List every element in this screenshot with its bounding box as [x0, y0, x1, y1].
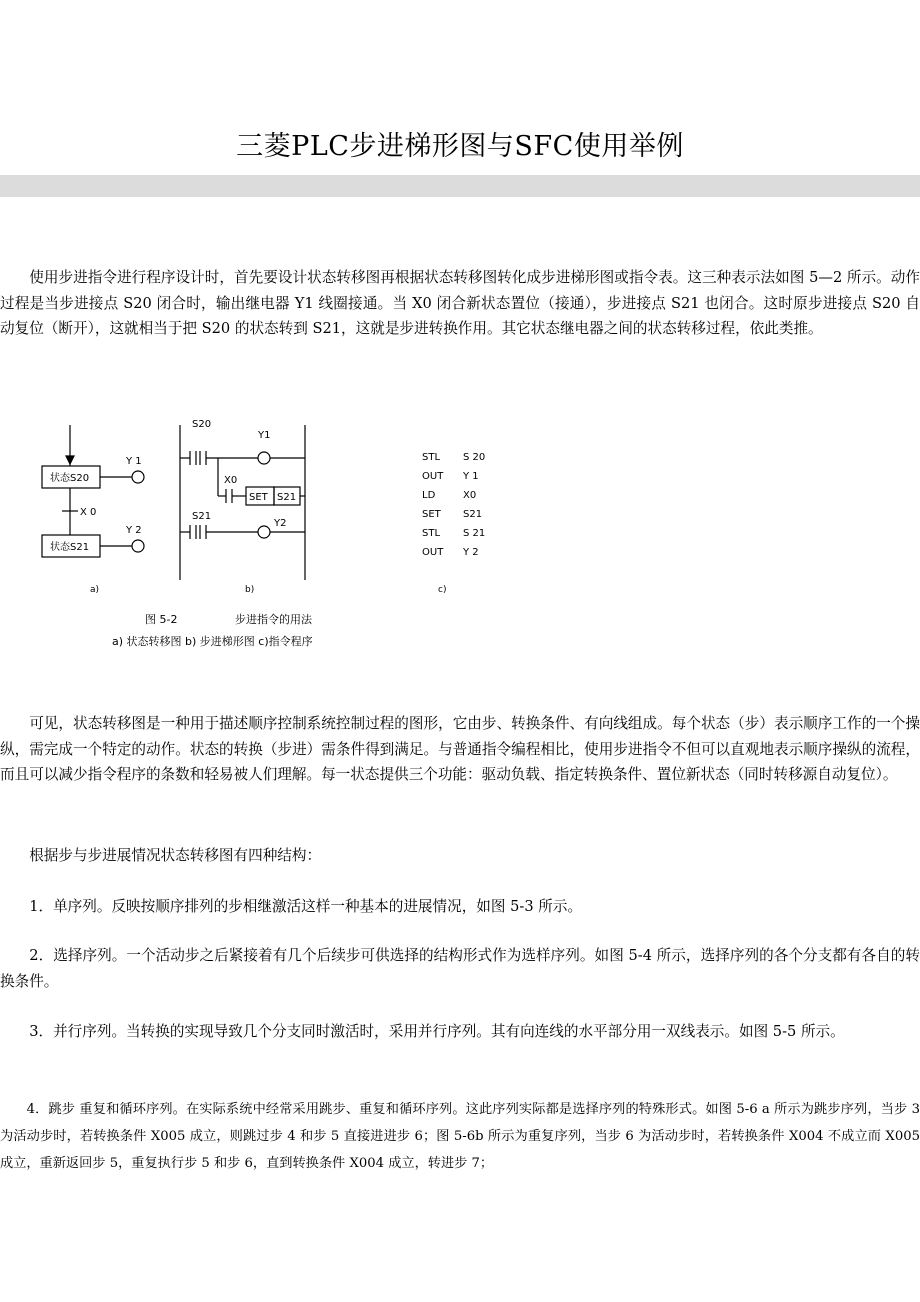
paragraph-sfc-description: 可见，状态转移图是一种用于描述顺序控制系统控制过程的图形，它由步、转换条件、有向线组成。每个状态（步）表示顺序工作的一个操纵，需完成一个特定的动作。状态的转换（步进）需条件得到满足。与普通指令编程相比，使用步进指令不但可以直观地表示顺序操纵的流程，而且可以减少指令程序的条数和轻易被人们理解。每一状态提供三个功能：驱动负载、指定转换条件、置位新状态（同时转移源自动复位）。	[0, 715, 920, 783]
program-arg-2: Y 1	[463, 471, 479, 482]
figure-subcaption: a) 状态转移图 b) 步进梯形图 c)指令程序	[112, 635, 313, 648]
program-arg-1: S 20	[463, 452, 486, 463]
paragraph-parallel-sequence: 3．并行序列。当转换的实现导致几个分支同时激活时，采用并行序列。其有向连线的水平部分用一双线表示。如图 5-5 所示。	[0, 1023, 845, 1040]
page-title: 三菱PLC步进梯形图与SFC使用举例	[236, 131, 684, 162]
figure-5-2-drawing	[30, 410, 510, 660]
ladder-s20-label: S20	[192, 419, 212, 430]
paragraph-four-structures: 根据步与步进展情况状态转移图有四种结构：	[0, 847, 322, 864]
paragraph-intro: 使用步进指令进行程序设计时，首先要设计状态转移图再根据状态转移图转化成步进梯形图或指令表。这三种表示法如图 5—2 所示。动作过程是当步进接点 S20 闭合时，输出继电器 Y1 线圈接通。当 X0 闭合新状态置位（接通），步进接点 S21 也闭合。这时原步进接点 S20 自动复位（断开），这就相当于把 S20 的状态转到 S21，这就是步进转换作用。其它状态继电器之间的状态转移过程，依此类推。	[0, 269, 920, 337]
ladder-y2-label: Y2	[274, 518, 287, 529]
paragraph-single-sequence: 1．单序列。反映按顺序排列的步相继激活这样一种基本的进展情况，如图 5-3 所示。	[0, 898, 583, 915]
figure-number: 图 5-2	[145, 613, 178, 626]
paragraph-selective-sequence: 2．选择序列。一个活动步之后紧接着有几个后续步可供选择的结构形式作为选样序列。如图 5-4 所示，选择序列的各个分支都有各自的转换条件。	[0, 947, 920, 990]
sfc-state-s20: 状态S20	[50, 473, 90, 484]
program-op-1: STL	[422, 452, 441, 463]
title-divider	[0, 175, 920, 197]
paragraph-jump-loop-sequence: 4．跳步 重复和循环序列。在实际系统中经常采用跳步、重复和循环序列。这此序列实际都是选择序列的特殊形式。如图 5-6 a 所示为跳步序列，当步 3 为活动步时，若转换条件 X005 成立，则跳过步 4 和步 5 直接进进步 6；图 5-6b 所示为重复序列，当步 6 为活动步时，若转换条件 X004 不成立而 X005 成立，重新返回步 5，重复执行步 5 和步 6，直到转换条件 X004 成立，转进步 7；	[0, 1102, 920, 1171]
program-arg-5: S 21	[463, 528, 486, 539]
ladder-s21-label: S21	[192, 511, 212, 522]
program-arg-3: X0	[463, 490, 477, 501]
program-op-6: OUT	[422, 547, 444, 558]
sfc-transition-x0: X 0	[80, 507, 97, 518]
sfc-output-y1: Y 1	[126, 456, 142, 467]
figure-5-2	[30, 410, 510, 660]
ladder-y1-label: Y1	[258, 430, 271, 441]
figure-title: 步进指令的用法	[235, 613, 312, 626]
sfc-state-s21: 状态S21	[50, 542, 90, 553]
program-op-5: STL	[422, 528, 441, 539]
ladder-set-box: SET	[249, 492, 268, 503]
program-arg-6: Y 2	[463, 547, 479, 558]
sfc-label: a)	[90, 585, 100, 595]
ladder-label: b)	[245, 585, 255, 595]
program-op-3: LD	[422, 490, 436, 501]
program-label: c)	[438, 585, 447, 595]
ladder-s21-box: S21	[277, 492, 297, 503]
program-arg-4: S21	[463, 509, 483, 520]
program-op-2: OUT	[422, 471, 444, 482]
program-op-4: SET	[422, 509, 441, 520]
ladder-x0-label: X0	[224, 475, 238, 486]
sfc-output-y2: Y 2	[126, 525, 142, 536]
